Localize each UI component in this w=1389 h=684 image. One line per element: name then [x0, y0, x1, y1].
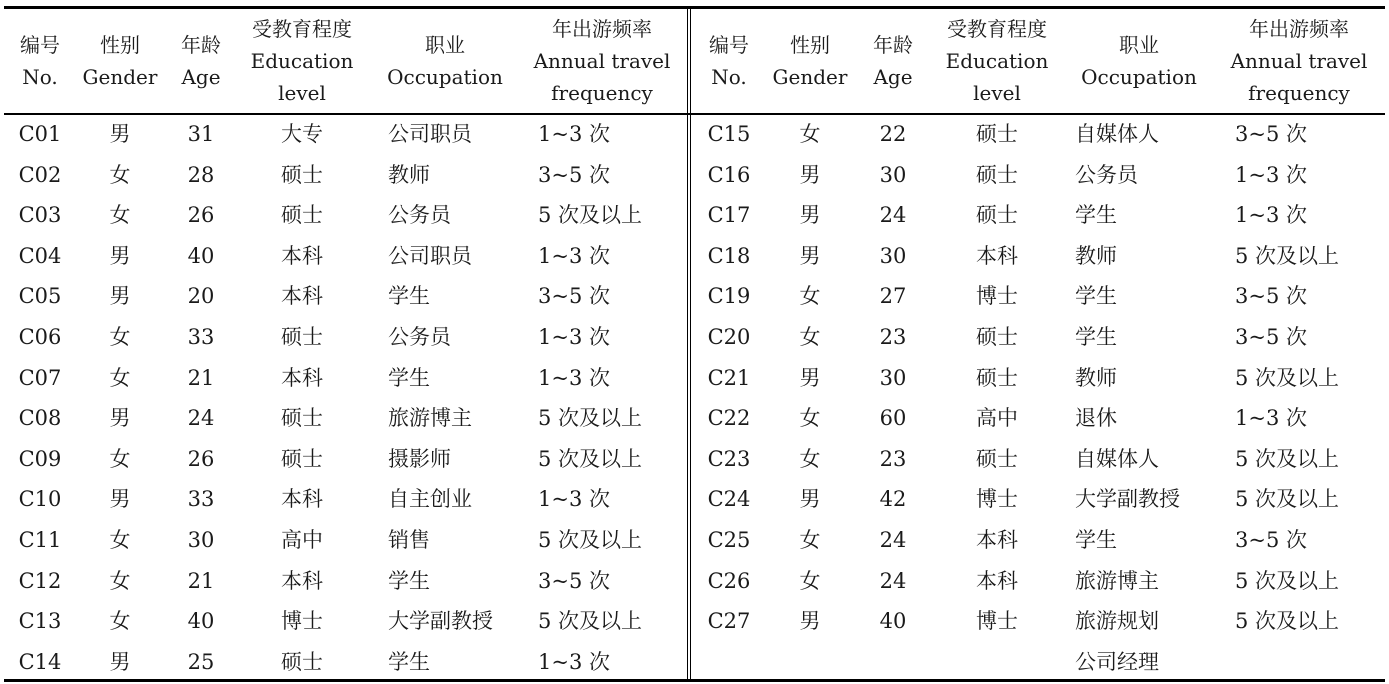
header-label-zh: 受教育程度	[947, 17, 1047, 41]
cell-age: 21	[187, 365, 215, 390]
col-header-occupation	[374, 9, 516, 113]
cell-gender: 女	[799, 568, 821, 593]
cell-education: 本科	[976, 527, 1018, 552]
cell-education: 硕士	[281, 406, 323, 431]
cell-gender: 女	[109, 609, 131, 634]
cell-age: 26	[187, 446, 215, 471]
cell-age: 23	[879, 324, 907, 349]
cell-age: 24	[879, 203, 907, 228]
cell-education: 硕士	[281, 649, 323, 674]
cell-frequency: 1~3 次	[538, 243, 610, 268]
cell-education: 本科	[976, 568, 1018, 593]
cell-frequency: 1~3 次	[1235, 203, 1307, 228]
table-row	[693, 642, 1385, 683]
cell-gender: 女	[109, 446, 131, 471]
cell-frequency: 1~3 次	[538, 487, 610, 512]
cell-frequency: 1~3 次	[538, 122, 610, 146]
left-panel	[4, 6, 686, 682]
cell-age: 21	[187, 568, 215, 593]
cell-occupation: 学生	[1075, 527, 1117, 552]
cell-age: 23	[879, 446, 907, 471]
cell-occupation: 退休	[1075, 406, 1117, 431]
table-row	[4, 358, 686, 399]
cell-occupation: 教师	[388, 162, 430, 187]
header-label-en: level	[278, 81, 326, 105]
cell-occupation: 自媒体人	[1075, 122, 1159, 146]
header-label-en: frequency	[1248, 81, 1350, 105]
cell-gender: 女	[799, 527, 821, 552]
table-body-left	[4, 114, 686, 682]
cell-gender: 男	[799, 365, 821, 390]
table-row	[693, 114, 1385, 155]
col-header-age	[855, 9, 931, 113]
cell-age: 28	[187, 162, 215, 187]
table-row	[693, 601, 1385, 642]
cell-education: 硕士	[281, 324, 323, 349]
header-label-en: Gender	[82, 65, 158, 89]
header-label-zh: 编号	[709, 33, 749, 57]
cell-gender: 男	[109, 243, 131, 268]
cell-education: 本科	[281, 487, 323, 512]
cell-gender: 女	[799, 122, 821, 146]
cell-education: 硕士	[976, 324, 1018, 349]
cell-occupation: 旅游博主	[1075, 568, 1159, 593]
table-row	[693, 479, 1385, 520]
table-row	[693, 155, 1385, 196]
cell-no: C16	[707, 162, 751, 187]
cell-frequency: 5 次及以上	[538, 406, 643, 431]
header-label-en: Age	[873, 65, 913, 89]
cell-age: 30	[879, 365, 907, 390]
cell-no: C27	[707, 609, 751, 634]
cell-education: 高中	[976, 406, 1018, 431]
cell-occupation: 教师	[1075, 365, 1117, 390]
col-header-education	[931, 9, 1063, 113]
header-label-zh: 职业	[1119, 33, 1159, 57]
cell-no: C02	[18, 162, 62, 187]
cell-frequency: 5 次及以上	[1235, 487, 1340, 512]
cell-no: C26	[707, 568, 751, 593]
cell-gender: 男	[109, 406, 131, 431]
cell-gender: 男	[109, 649, 131, 674]
right-panel	[693, 6, 1385, 682]
cell-occupation: 学生	[388, 568, 430, 593]
cell-education: 本科	[281, 243, 323, 268]
cell-no: C07	[18, 365, 62, 390]
cell-gender: 女	[109, 527, 131, 552]
cell-frequency: 3~5 次	[1235, 284, 1307, 309]
table-body-right	[693, 114, 1385, 682]
col-header-education	[238, 9, 366, 113]
cell-no: C18	[707, 243, 751, 268]
cell-education: 高中	[281, 527, 323, 552]
cell-gender: 女	[109, 568, 131, 593]
col-header-age	[164, 9, 238, 113]
cell-no: C06	[18, 324, 62, 349]
cell-no: C14	[18, 649, 62, 674]
table-row	[693, 317, 1385, 358]
table-row	[4, 276, 686, 317]
header-label-en: Occupation	[387, 65, 503, 89]
header-label-en: frequency	[551, 81, 653, 105]
cell-no: C09	[18, 446, 62, 471]
cell-frequency: 5 次及以上	[1235, 446, 1340, 471]
cell-no: C23	[707, 446, 751, 471]
cell-no: C10	[18, 487, 62, 512]
table-row	[4, 561, 686, 602]
header-label-en: Education	[250, 49, 354, 73]
cell-no: C12	[18, 568, 62, 593]
header-label-zh: 受教育程度	[252, 17, 352, 41]
cell-age: 42	[879, 487, 907, 512]
header-label-en: Occupation	[1081, 65, 1197, 89]
cell-gender: 男	[109, 487, 131, 512]
cell-gender: 男	[799, 203, 821, 228]
cell-occupation: 公务员	[1075, 162, 1138, 187]
cell-age: 22	[879, 122, 907, 146]
table-row	[693, 195, 1385, 236]
cell-education: 博士	[976, 487, 1018, 512]
cell-occupation: 公司经理	[1075, 649, 1159, 674]
cell-occupation: 摄影师	[388, 446, 451, 471]
table-header-left	[4, 9, 686, 113]
cell-occupation: 学生	[1075, 203, 1117, 228]
cell-education: 硕士	[976, 203, 1018, 228]
cell-no: C13	[18, 609, 62, 634]
cell-gender: 女	[799, 284, 821, 309]
header-label-en: Education	[945, 49, 1049, 73]
cell-frequency	[1235, 642, 1381, 683]
cell-no: C25	[707, 527, 751, 552]
header-label-zh: 职业	[425, 33, 465, 57]
cell-gender: 女	[799, 446, 821, 471]
cell-age: 26	[187, 203, 215, 228]
header-label-en: Age	[181, 65, 221, 89]
table-row	[693, 439, 1385, 480]
cell-frequency: 5 次及以上	[1235, 568, 1340, 593]
cell-age: 40	[187, 609, 215, 634]
cell-frequency: 5 次及以上	[538, 203, 643, 228]
cell-frequency: 1~3 次	[538, 649, 610, 674]
cell-age: 24	[879, 568, 907, 593]
table-row	[693, 276, 1385, 317]
cell-gender: 女	[799, 324, 821, 349]
cell-age: 24	[879, 527, 907, 552]
cell-occupation: 学生	[388, 365, 430, 390]
cell-gender	[765, 642, 855, 683]
cell-occupation: 大学副教授	[1075, 487, 1180, 512]
table-row	[693, 236, 1385, 277]
cell-frequency: 3~5 次	[538, 284, 610, 309]
cell-occupation: 教师	[1075, 243, 1117, 268]
cell-gender: 男	[799, 609, 821, 634]
header-label-zh: 年龄	[181, 33, 221, 57]
cell-age: 27	[879, 284, 907, 309]
table-row	[4, 398, 686, 439]
cell-gender: 男	[109, 284, 131, 309]
cell-education: 硕士	[281, 203, 323, 228]
table-row	[4, 236, 686, 277]
cell-age: 30	[879, 162, 907, 187]
cell-no: C05	[18, 284, 62, 309]
cell-education: 硕士	[976, 446, 1018, 471]
col-header-no	[4, 9, 76, 113]
cell-age: 60	[879, 406, 907, 431]
cell-occupation: 学生	[1075, 324, 1117, 349]
cell-no: C17	[707, 203, 751, 228]
table-double-divider	[686, 6, 693, 682]
cell-gender: 女	[109, 324, 131, 349]
cell-frequency: 3~5 次	[1235, 324, 1307, 349]
cell-no: C24	[707, 487, 751, 512]
col-header-frequency	[528, 9, 676, 113]
cell-education: 大专	[281, 122, 323, 146]
cell-no: C22	[707, 406, 751, 431]
table-row	[4, 601, 686, 642]
cell-occupation: 销售	[388, 527, 430, 552]
col-header-no	[693, 9, 765, 113]
cell-no: C01	[18, 122, 62, 146]
cell-age: 30	[187, 527, 215, 552]
col-header-occupation	[1067, 9, 1211, 113]
cell-occupation: 公司职员	[388, 243, 472, 268]
cell-no: C03	[18, 203, 62, 228]
cell-occupation: 公务员	[388, 324, 451, 349]
cell-frequency: 1~3 次	[1235, 406, 1307, 431]
cell-occupation: 学生	[388, 649, 430, 674]
header-label-en: Annual travel	[1230, 49, 1368, 73]
header-label-en: Annual travel	[533, 49, 671, 73]
cell-age: 25	[187, 649, 215, 674]
cell-no: C11	[18, 527, 62, 552]
header-label-en: Gender	[772, 65, 848, 89]
cell-education: 本科	[976, 243, 1018, 268]
cell-education: 博士	[281, 609, 323, 634]
cell-frequency: 3~5 次	[1235, 527, 1307, 552]
cell-no: C21	[707, 365, 751, 390]
header-label-en: level	[973, 81, 1021, 105]
cell-education: 博士	[976, 284, 1018, 309]
cell-education: 本科	[281, 568, 323, 593]
table-row	[4, 317, 686, 358]
cell-frequency: 5 次及以上	[1235, 365, 1340, 390]
header-label-zh: 性别	[100, 33, 140, 57]
cell-occupation: 公司职员	[388, 122, 472, 146]
table-row	[693, 561, 1385, 602]
cell-occupation: 学生	[388, 284, 430, 309]
cell-gender: 女	[109, 365, 131, 390]
cell-education: 硕士	[976, 162, 1018, 187]
cell-gender: 男	[799, 487, 821, 512]
table-header-right	[693, 9, 1385, 113]
header-label-zh: 年出游频率	[1249, 17, 1349, 41]
table-row	[693, 358, 1385, 399]
cell-age	[855, 642, 931, 683]
cell-age: 31	[187, 122, 215, 146]
table-row	[693, 520, 1385, 561]
table-row	[4, 439, 686, 480]
col-header-gender	[76, 9, 164, 113]
cell-frequency: 1~3 次	[538, 324, 610, 349]
cell-no: C15	[707, 122, 751, 146]
header-label-en: No.	[22, 65, 58, 89]
cell-frequency: 5 次及以上	[538, 446, 643, 471]
participant-table	[4, 6, 1385, 682]
cell-no: C19	[707, 284, 751, 309]
header-label-en: No.	[711, 65, 747, 89]
cell-frequency: 5 次及以上	[1235, 243, 1340, 268]
cell-frequency: 3~5 次	[538, 162, 610, 187]
col-header-gender	[765, 9, 855, 113]
table-row	[4, 479, 686, 520]
cell-occupation: 大学副教授	[388, 609, 493, 634]
cell-frequency: 1~3 次	[538, 365, 610, 390]
cell-frequency: 3~5 次	[538, 568, 610, 593]
cell-no: C08	[18, 406, 62, 431]
cell-gender: 男	[799, 162, 821, 187]
table-row	[4, 114, 686, 155]
cell-frequency: 3~5 次	[1235, 122, 1307, 146]
header-label-zh: 年出游频率	[552, 17, 652, 41]
cell-gender: 女	[799, 406, 821, 431]
cell-education: 本科	[281, 365, 323, 390]
cell-education: 硕士	[976, 122, 1018, 146]
header-label-zh: 编号	[20, 33, 60, 57]
cell-education: 博士	[976, 609, 1018, 634]
header-label-zh: 性别	[790, 33, 830, 57]
cell-education: 本科	[281, 284, 323, 309]
cell-occupation: 学生	[1075, 284, 1117, 309]
cell-occupation: 自媒体人	[1075, 446, 1159, 471]
cell-age: 33	[187, 487, 215, 512]
cell-occupation: 自主创业	[388, 487, 472, 512]
header-label-zh: 年龄	[873, 33, 913, 57]
cell-age: 20	[187, 284, 215, 309]
col-header-frequency	[1225, 9, 1373, 113]
cell-age: 24	[187, 406, 215, 431]
cell-occupation: 公务员	[388, 203, 451, 228]
cell-occupation: 旅游规划	[1075, 609, 1159, 634]
cell-occupation: 旅游博主	[388, 406, 472, 431]
cell-gender: 女	[109, 203, 131, 228]
cell-education: 硕士	[976, 365, 1018, 390]
table-row	[4, 195, 686, 236]
cell-age: 33	[187, 324, 215, 349]
cell-frequency: 1~3 次	[1235, 162, 1307, 187]
cell-no	[693, 642, 765, 683]
cell-no: C04	[18, 243, 62, 268]
cell-age: 30	[879, 243, 907, 268]
cell-education	[931, 642, 1063, 683]
table-row	[693, 398, 1385, 439]
cell-frequency: 5 次及以上	[1235, 609, 1340, 634]
cell-age: 40	[187, 243, 215, 268]
cell-gender: 女	[109, 162, 131, 187]
cell-age: 40	[879, 609, 907, 634]
table-row	[4, 520, 686, 561]
cell-no: C20	[707, 324, 751, 349]
cell-gender: 男	[109, 122, 131, 146]
cell-gender: 男	[799, 243, 821, 268]
cell-frequency: 5 次及以上	[538, 527, 643, 552]
cell-frequency: 5 次及以上	[538, 609, 643, 634]
cell-education: 硕士	[281, 446, 323, 471]
table-row	[4, 155, 686, 196]
cell-education: 硕士	[281, 162, 323, 187]
table-row	[4, 642, 686, 683]
